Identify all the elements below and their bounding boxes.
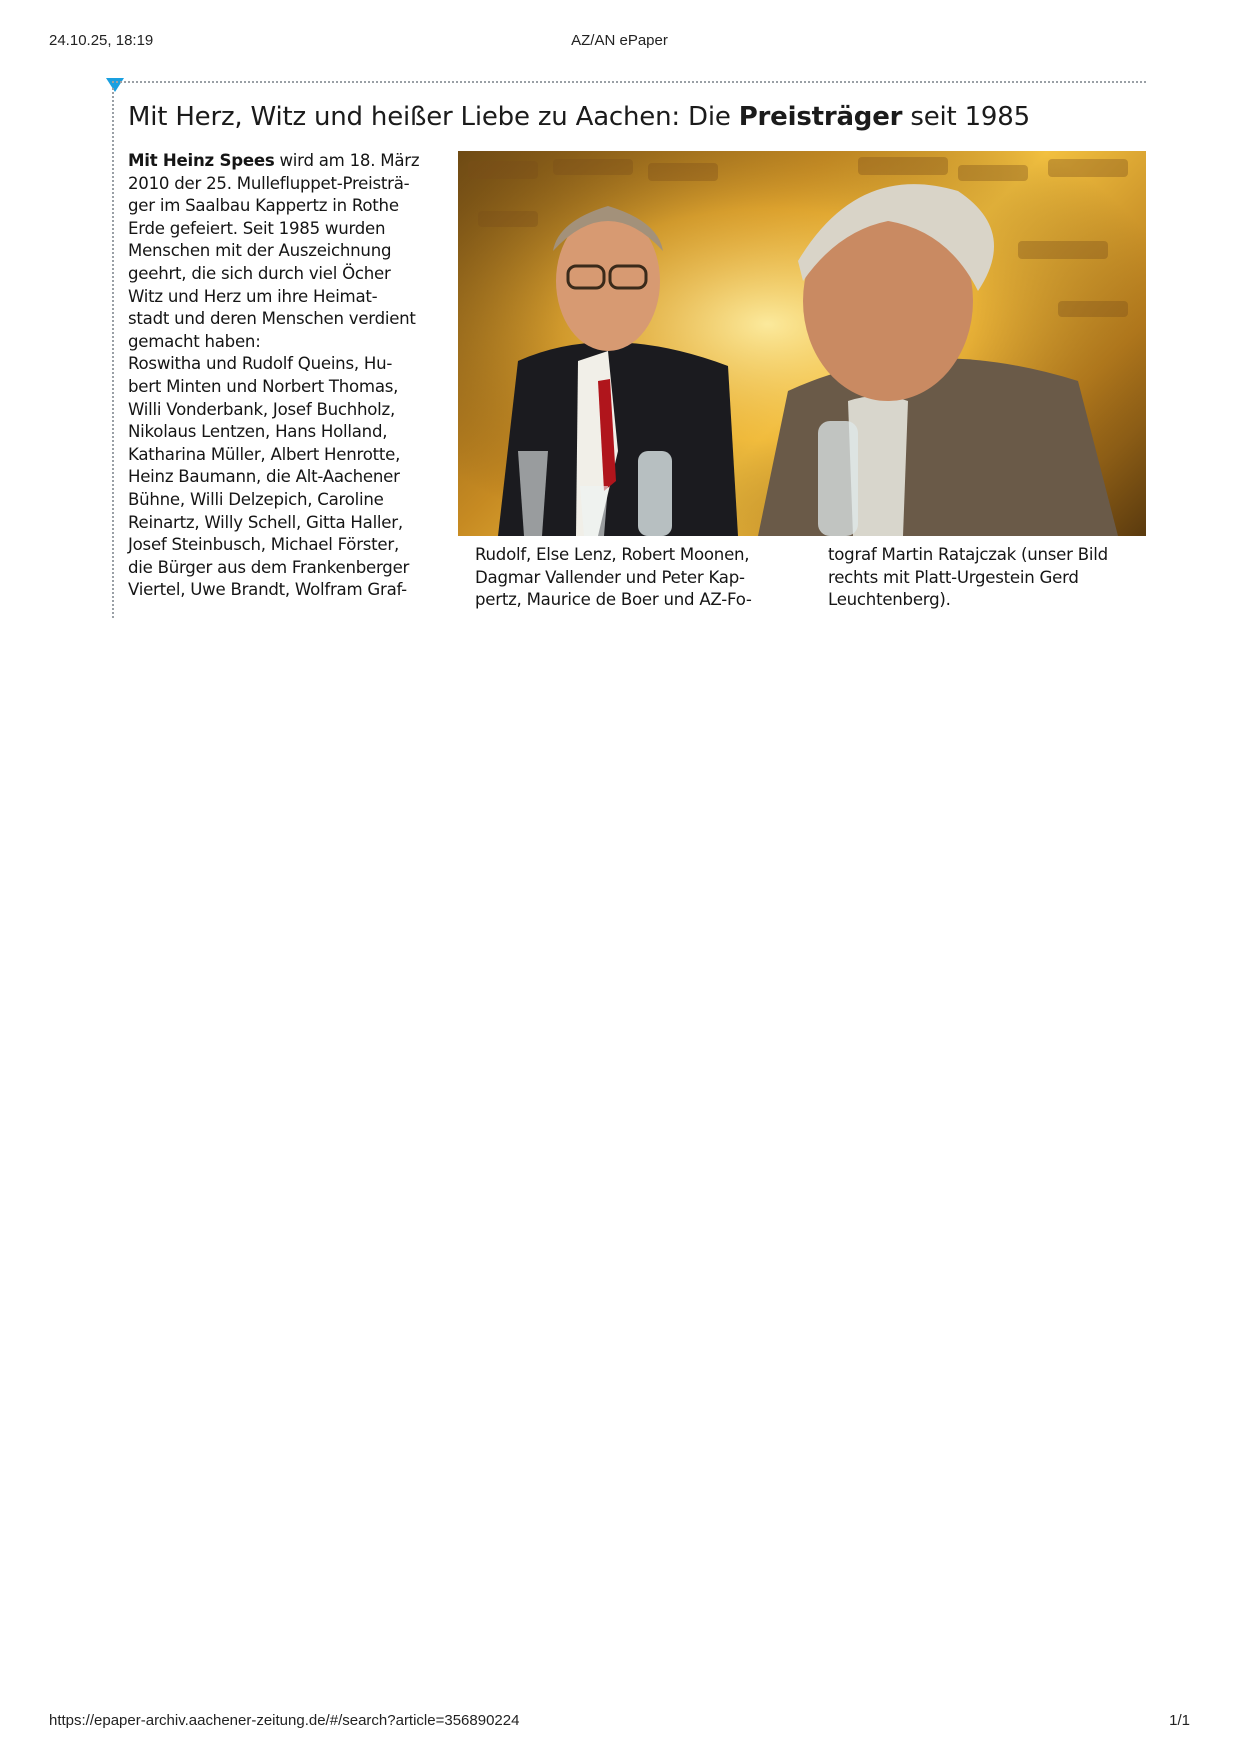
text-line: Josef Steinbusch, Michael Förster, <box>128 535 399 555</box>
text-line: stadt und deren Menschen verdient <box>128 309 416 329</box>
text-line: Dagmar Vallender und Peter Kap- <box>475 567 745 587</box>
lead-rest: wird am 18. März <box>274 151 420 170</box>
dotted-left-rule <box>112 88 114 618</box>
text-line: gemacht haben: <box>128 331 261 351</box>
page-number: 1/1 <box>1169 1712 1190 1729</box>
article-clipping <box>106 78 1146 618</box>
text-line: die Bürger aus dem Frankenberger <box>128 557 410 577</box>
print-title: AZ/AN ePaper <box>571 32 668 49</box>
text-line: Roswitha und Rudolf Queins, Hu- <box>128 354 393 374</box>
text-line: bert Minten und Norbert Thomas, <box>128 376 399 396</box>
text-line: 2010 der 25. Mullefluppet-Preisträ- <box>128 173 410 193</box>
text-line: Heinz Baumann, die Alt-Aachener <box>128 467 400 487</box>
text-line: Rudolf, Else Lenz, Robert Moonen, <box>475 545 750 564</box>
text-line: Bühne, Willi Delzepich, Caroline <box>128 489 384 509</box>
text-line: rechts mit Platt-Urgestein Gerd <box>828 567 1079 587</box>
article-photo <box>458 151 1146 536</box>
text-line: pertz, Maurice de Boer und AZ-Fo- <box>475 590 752 610</box>
text-line: Witz und Herz um ihre Heimat- <box>128 286 378 306</box>
text-line: Reinartz, Willy Schell, Gitta Haller, <box>128 512 403 532</box>
print-date: 24.10.25, 18:19 <box>49 32 154 49</box>
text-line: Nikolaus Lentzen, Hans Holland, <box>128 422 388 442</box>
dotted-top-rule <box>112 81 1146 83</box>
text-line: Erde gefeiert. Seit 1985 wurden <box>128 218 386 238</box>
photo-illustration <box>458 151 1146 536</box>
headline-prefix: Mit Herz, Witz und heißer Liebe zu Aachen: Die <box>128 102 739 132</box>
article-column-1 <box>128 150 458 602</box>
article-column-3 <box>828 544 1158 612</box>
text-line: Katharina Müller, Albert Henrotte, <box>128 444 401 464</box>
text-line <box>128 150 458 173</box>
headline-suffix: seit 1985 <box>902 102 1030 132</box>
article-column-2 <box>475 544 805 612</box>
text-line: ger im Saalbau Kappertz in Rothe <box>128 196 399 216</box>
text-line: Leuchtenberg). <box>828 590 951 610</box>
print-header <box>49 32 1190 52</box>
lead-bold: Mit Heinz Spees <box>128 151 275 170</box>
text-line: tograf Martin Ratajczak (unser Bild <box>828 545 1108 564</box>
article-headline <box>128 102 1128 132</box>
source-url: https://epaper-archiv.aachener-zeitung.de/#/search?article=356890224 <box>49 1712 520 1729</box>
text-line: geehrt, die sich durch viel Öcher <box>128 263 391 283</box>
text-line: Willi Vonderbank, Josef Buchholz, <box>128 399 396 419</box>
print-footer <box>49 1712 1190 1732</box>
headline-bold: Preisträger <box>738 102 903 132</box>
text-line: Viertel, Uwe Brandt, Wolfram Graf- <box>128 580 407 600</box>
text-line: Menschen mit der Auszeichnung <box>128 241 392 261</box>
